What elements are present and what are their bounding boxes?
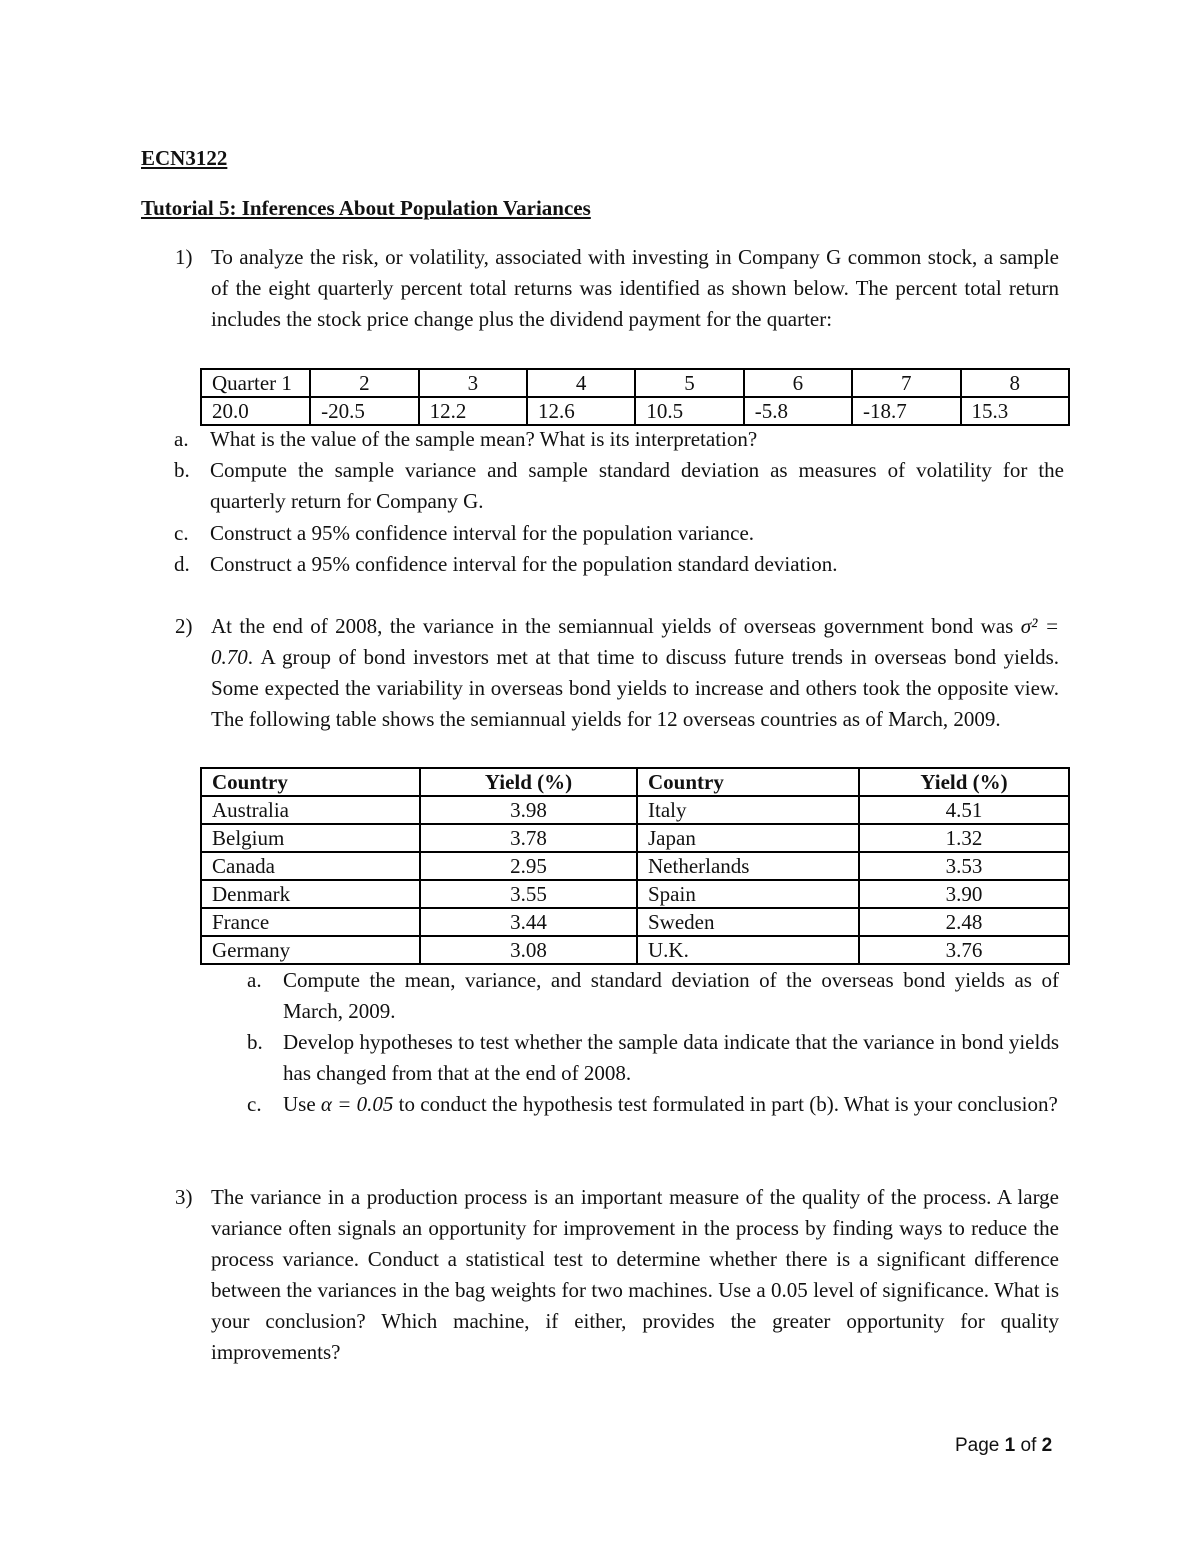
- question-1: [175, 242, 1059, 335]
- table-header-row: [201, 768, 1069, 796]
- part-label: c.: [174, 521, 189, 545]
- question-2-part-b: [247, 1027, 1059, 1089]
- part-label: b.: [247, 1030, 263, 1054]
- part-label: d.: [174, 552, 190, 576]
- of-word: of: [1020, 1435, 1037, 1456]
- part-text-end: to conduct the hypothesis test formulated in part (b). What is your conclusion?: [393, 1092, 1058, 1116]
- table-cell: U.K.: [637, 936, 859, 964]
- question-text: The variance in a production process is an important measure of the quality of the process. A large variance often signals an opportunity for improvement in the process by finding ways to reduce the process variance. Conduct a statistical test to determine whether there is a significant difference between the variances in the bag weights for two machines. Use a 0.05 level of significance. What is your conclusion? Which machine, if either, provides the greater opportunity for quality improvements?: [211, 1185, 1059, 1364]
- course-code: ECN3122: [141, 146, 228, 170]
- question-text: To analyze the risk, or volatility, associated with investing in Company G common stock, a sample of the eight quarterly percent total returns was identified as shown below. The percent total return includes the stock price change plus the dividend payment for the quarter:: [211, 245, 1059, 331]
- table-cell: Spain: [637, 880, 859, 908]
- question-1-part-d: [174, 549, 1064, 580]
- table-row: [201, 824, 1069, 852]
- table-cell: 4: [527, 369, 635, 397]
- table-cell: 12.2: [419, 397, 527, 425]
- table-cell: France: [201, 908, 420, 936]
- table-cell: 2.95: [420, 852, 637, 880]
- part-text: Compute the mean, variance, and standard deviation of the overseas bond yields as of March, 2009.: [283, 968, 1059, 1023]
- table-cell: 3.44: [420, 908, 637, 936]
- table-cell: 15.3: [961, 397, 1069, 425]
- quarterly-returns-table: [200, 368, 1070, 426]
- question-text-start: At the end of 2008, the variance in the semiannual yields of overseas government bond was: [211, 614, 1021, 638]
- table-row: [201, 908, 1069, 936]
- table-cell: 2.48: [859, 908, 1069, 936]
- table-cell: 3: [419, 369, 527, 397]
- table-cell: 5: [635, 369, 743, 397]
- table-row: [201, 852, 1069, 880]
- table-cell: 8: [961, 369, 1069, 397]
- table-cell: 3.78: [420, 824, 637, 852]
- table-cell: 3.90: [859, 880, 1069, 908]
- alpha-expression: α = 0.05: [320, 1092, 394, 1116]
- table-cell: 12.6: [527, 397, 635, 425]
- table-cell: Australia: [201, 796, 420, 824]
- table-cell: 10.5: [635, 397, 743, 425]
- table-cell: Belgium: [201, 824, 420, 852]
- table-cell: 2: [310, 369, 419, 397]
- table-cell: Denmark: [201, 880, 420, 908]
- column-header: Yield (%): [420, 768, 637, 796]
- sigma-expression: σ² = 0.70: [211, 614, 1060, 669]
- table-cell: Canada: [201, 852, 420, 880]
- question-text-end: . A group of bond investors met at that time to discuss future trends in overseas bond yields. Some expected the variability in overseas bond yields to increase and others took the opposite view. The following table shows the semiannual yields for 12 overseas countries as of March, 2009.: [211, 645, 1059, 731]
- table-row: [201, 880, 1069, 908]
- question-3: [175, 1182, 1059, 1368]
- table-row: [201, 397, 1069, 425]
- part-label: a.: [174, 427, 189, 451]
- table-cell: 3.76: [859, 936, 1069, 964]
- table-row: [201, 796, 1069, 824]
- column-header: Country: [201, 768, 420, 796]
- table-cell: 3.55: [420, 880, 637, 908]
- table-cell: Netherlands: [637, 852, 859, 880]
- part-label: a.: [247, 968, 262, 992]
- part-text: Compute the sample variance and sample standard deviation as measures of volatility for the quarterly return for Company G.: [210, 458, 1064, 513]
- bond-yields-table: [200, 767, 1070, 965]
- part-text: What is the value of the sample mean? What is its interpretation?: [210, 427, 758, 451]
- table-row: [201, 936, 1069, 964]
- table-cell: Italy: [637, 796, 859, 824]
- question-1-part-c: [174, 518, 1064, 549]
- question-number: 3): [175, 1185, 193, 1209]
- page-total: 2: [1041, 1435, 1053, 1456]
- question-2-part-a: [247, 965, 1059, 1027]
- table-cell: 3.08: [420, 936, 637, 964]
- part-label: c.: [247, 1092, 262, 1116]
- table-cell: 20.0: [201, 397, 310, 425]
- page-word: Page: [955, 1435, 1000, 1456]
- table-cell: Germany: [201, 936, 420, 964]
- table-cell: 3.53: [859, 852, 1069, 880]
- table-cell: 6: [744, 369, 852, 397]
- question-1-part-a: [174, 424, 1064, 455]
- part-text: [283, 1089, 1059, 1120]
- question-1-part-b: [174, 455, 1064, 517]
- part-label: b.: [174, 458, 190, 482]
- table-cell: Quarter 1: [201, 369, 310, 397]
- column-header: Country: [637, 768, 859, 796]
- column-header: Yield (%): [859, 768, 1069, 796]
- table-cell: 1.32: [859, 824, 1069, 852]
- question-2: [175, 611, 1059, 735]
- table-cell: 4.51: [859, 796, 1069, 824]
- table-row: [201, 369, 1069, 397]
- table-cell: -18.7: [852, 397, 961, 425]
- table-cell: Sweden: [637, 908, 859, 936]
- question-number: 2): [175, 614, 193, 638]
- tutorial-title: Tutorial 5: Inferences About Population Variances: [141, 196, 591, 220]
- part-text: Construct a 95% confidence interval for the population standard deviation.: [210, 552, 838, 576]
- table-cell: -20.5: [310, 397, 419, 425]
- page-current: 1: [1004, 1435, 1016, 1456]
- table-cell: 7: [852, 369, 961, 397]
- table-cell: -5.8: [744, 397, 852, 425]
- question-number: 1): [175, 245, 193, 269]
- page-footer: [955, 1430, 1052, 1461]
- part-text: Construct a 95% confidence interval for the population variance.: [210, 521, 755, 545]
- part-text: Develop hypotheses to test whether the sample data indicate that the variance in bond yields has changed from that at the end of 2008.: [283, 1030, 1059, 1085]
- table-cell: Japan: [637, 824, 859, 852]
- table-cell: 3.98: [420, 796, 637, 824]
- question-text: [211, 611, 1059, 735]
- question-2-part-c: [247, 1089, 1059, 1120]
- part-text-start: Use: [283, 1092, 321, 1116]
